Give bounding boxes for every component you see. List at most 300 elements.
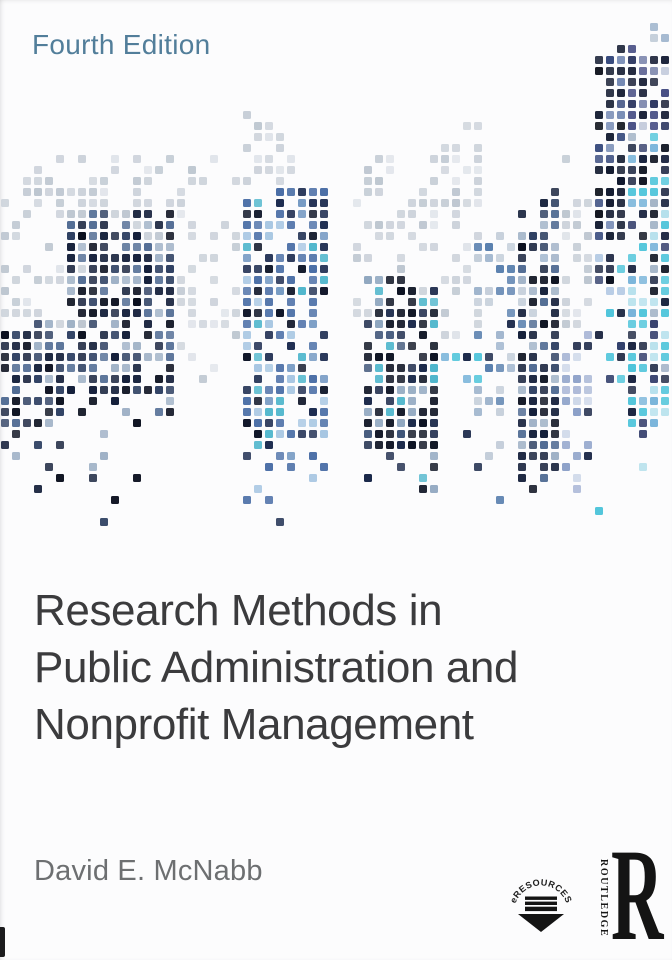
- pixel-square: [551, 419, 559, 427]
- pixel-square: [474, 144, 482, 152]
- pixel-square: [430, 419, 438, 427]
- pixel-square: [617, 210, 625, 218]
- pixel-square: [89, 353, 97, 361]
- pixel-square: [573, 386, 581, 394]
- pixel-square: [155, 265, 163, 273]
- pixel-square: [639, 177, 647, 185]
- pixel-square: [540, 342, 548, 350]
- pixel-square: [243, 298, 251, 306]
- pixel-square: [661, 408, 669, 416]
- pixel-square: [111, 364, 119, 372]
- pixel-square: [397, 364, 405, 372]
- routledge-r-icon: R: [611, 821, 664, 960]
- pixel-square: [188, 309, 196, 317]
- pixel-square: [518, 287, 526, 295]
- pixel-square: [34, 485, 42, 493]
- pixel-square: [661, 397, 669, 405]
- pixel-square: [144, 320, 152, 328]
- pixel-square: [650, 287, 658, 295]
- pixel-square: [551, 188, 559, 196]
- pixel-square: [562, 386, 570, 394]
- pixel-square: [562, 210, 570, 218]
- pixel-square: [265, 496, 273, 504]
- pixel-square: [573, 408, 581, 416]
- pixel-square: [639, 353, 647, 361]
- pixel-square: [1, 397, 9, 405]
- pixel-square: [595, 210, 603, 218]
- pixel-square: [243, 232, 251, 240]
- pixel-square: [639, 210, 647, 218]
- pixel-square: [452, 353, 460, 361]
- pixel-square: [551, 276, 559, 284]
- pixel-square: [617, 111, 625, 119]
- pixel-square: [617, 67, 625, 75]
- pixel-square: [67, 276, 75, 284]
- pixel-square: [430, 320, 438, 328]
- pixel-square: [518, 309, 526, 317]
- pixel-square: [474, 320, 482, 328]
- pixel-square: [595, 144, 603, 152]
- pixel-square: [452, 177, 460, 185]
- pixel-square: [133, 474, 141, 482]
- pixel-square: [309, 254, 317, 262]
- pixel-square: [89, 276, 97, 284]
- pixel-square: [309, 419, 317, 427]
- pixel-square: [650, 56, 658, 64]
- pixel-square: [606, 56, 614, 64]
- pixel-square: [67, 221, 75, 229]
- pixel-square: [540, 243, 548, 251]
- pixel-square: [320, 210, 328, 218]
- pixel-square: [430, 353, 438, 361]
- pixel-square: [166, 375, 174, 383]
- pixel-square: [45, 375, 53, 383]
- pixel-square: [78, 353, 86, 361]
- pixel-square: [287, 287, 295, 295]
- pixel-square: [133, 375, 141, 383]
- pixel-square: [419, 419, 427, 427]
- pixel-square: [265, 320, 273, 328]
- pixel-square: [485, 353, 493, 361]
- pixel-square: [650, 67, 658, 75]
- pixel-square: [573, 342, 581, 350]
- pixel-square: [628, 155, 636, 163]
- pixel-square: [661, 364, 669, 372]
- pixel-square: [100, 243, 108, 251]
- pixel-square: [474, 375, 482, 383]
- pixel-square: [353, 309, 361, 317]
- pixel-square: [485, 287, 493, 295]
- pixel-square: [67, 364, 75, 372]
- pixel-square: [188, 166, 196, 174]
- pixel-square: [144, 309, 152, 317]
- pixel-square: [199, 177, 207, 185]
- pixel-square: [254, 342, 262, 350]
- pixel-square: [320, 463, 328, 471]
- pixel-square: [628, 254, 636, 262]
- pixel-square: [606, 67, 614, 75]
- pixel-square: [34, 375, 42, 383]
- pixel-square: [573, 397, 581, 405]
- pixel-square: [617, 56, 625, 64]
- pixel-square: [188, 353, 196, 361]
- pixel-square: [507, 265, 515, 273]
- pixel-square: [56, 155, 64, 163]
- pixel-square: [419, 375, 427, 383]
- pixel-square: [584, 441, 592, 449]
- pixel-square: [265, 232, 273, 240]
- pixel-square: [144, 177, 152, 185]
- pixel-square: [573, 221, 581, 229]
- pixel-square: [265, 353, 273, 361]
- pixel-square: [661, 331, 669, 339]
- pixel-square: [661, 309, 669, 317]
- pixel-square: [133, 254, 141, 262]
- pixel-square: [430, 342, 438, 350]
- pixel-square: [452, 188, 460, 196]
- pixel-square: [254, 221, 262, 229]
- pixel-square: [265, 265, 273, 273]
- pixel-square: [309, 287, 317, 295]
- pixel-square: [100, 298, 108, 306]
- pixel-square: [408, 430, 416, 438]
- pixel-square: [122, 331, 130, 339]
- pixel-square: [639, 199, 647, 207]
- pixel-square: [89, 309, 97, 317]
- pixel-square: [606, 221, 614, 229]
- pixel-square: [298, 210, 306, 218]
- pixel-square: [155, 331, 163, 339]
- pixel-square: [89, 386, 97, 394]
- pixel-square: [518, 397, 526, 405]
- pixel-square: [166, 243, 174, 251]
- pixel-square: [441, 276, 449, 284]
- pixel-square: [430, 397, 438, 405]
- pixel-square: [639, 463, 647, 471]
- pixel-square: [243, 320, 251, 328]
- pixel-square: [133, 298, 141, 306]
- pixel-square: [56, 353, 64, 361]
- pixel-square: [650, 78, 658, 86]
- pixel-square: [518, 375, 526, 383]
- pixel-square: [661, 56, 669, 64]
- pixel-square: [430, 452, 438, 460]
- pixel-square: [529, 419, 537, 427]
- pixel-square: [650, 397, 658, 405]
- pixel-square: [111, 155, 119, 163]
- pixel-square: [573, 254, 581, 262]
- pixel-square: [89, 298, 97, 306]
- pixel-square: [496, 287, 504, 295]
- pixel-square: [518, 232, 526, 240]
- pixel-square: [243, 353, 251, 361]
- pixel-square: [12, 331, 20, 339]
- pixel-square: [386, 430, 394, 438]
- pixel-square: [298, 375, 306, 383]
- pixel-square: [254, 386, 262, 394]
- pixel-square: [78, 342, 86, 350]
- pixel-square: [276, 276, 284, 284]
- pixel-square: [243, 342, 251, 350]
- pixel-square: [507, 309, 515, 317]
- pixel-square: [540, 375, 548, 383]
- pixel-square: [1, 309, 9, 317]
- pixel-square: [111, 166, 119, 174]
- pixel-square: [617, 78, 625, 86]
- download-arrow-icon: [518, 897, 564, 933]
- pixel-square: [243, 199, 251, 207]
- pixel-square: [34, 353, 42, 361]
- pixel-square: [243, 287, 251, 295]
- pixel-square: [232, 177, 240, 185]
- pixel-square: [254, 133, 262, 141]
- pixel-square: [474, 463, 482, 471]
- pixel-square: [1, 265, 9, 273]
- pixel-square: [375, 309, 383, 317]
- pixel-square: [122, 232, 130, 240]
- pixel-square: [617, 309, 625, 317]
- pixel-square: [364, 309, 372, 317]
- pixel-square: [518, 430, 526, 438]
- pixel-square: [23, 419, 31, 427]
- pixel-square: [364, 188, 372, 196]
- pixel-square: [188, 298, 196, 306]
- pixel-square: [155, 386, 163, 394]
- pixel-square: [606, 254, 614, 262]
- pixel-square: [133, 342, 141, 350]
- pixel-square: [133, 210, 141, 218]
- pixel-square: [628, 309, 636, 317]
- pixel-square: [34, 276, 42, 284]
- pixel-square: [386, 452, 394, 460]
- pixel-square: [45, 331, 53, 339]
- pixel-square: [606, 287, 614, 295]
- pixel-square: [45, 177, 53, 185]
- pixel-square: [364, 342, 372, 350]
- pixel-square: [639, 111, 647, 119]
- pixel-square: [287, 463, 295, 471]
- pixel-square: [650, 199, 658, 207]
- pixel-square: [144, 298, 152, 306]
- pixel-square: [144, 166, 152, 174]
- pixel-square: [254, 166, 262, 174]
- pixel-square: [408, 441, 416, 449]
- pixel-square: [45, 463, 53, 471]
- pixel-square: [133, 309, 141, 317]
- pixel-square: [364, 474, 372, 482]
- pixel-square: [397, 397, 405, 405]
- pixel-square: [45, 342, 53, 350]
- pixel-square: [265, 221, 273, 229]
- pixel-square: [375, 221, 383, 229]
- pixel-square: [67, 254, 75, 262]
- pixel-square: [166, 210, 174, 218]
- pixel-square: [100, 276, 108, 284]
- pixel-square: [606, 309, 614, 317]
- pixel-square: [254, 441, 262, 449]
- pixel-square: [650, 309, 658, 317]
- pixel-square: [210, 364, 218, 372]
- pixel-square: [617, 353, 625, 361]
- pixel-square: [408, 199, 416, 207]
- pixel-square: [276, 331, 284, 339]
- pixel-square: [562, 276, 570, 284]
- pixel-square: [111, 309, 119, 317]
- pixel-square: [540, 419, 548, 427]
- pixel-square: [474, 298, 482, 306]
- pixel-square: [144, 287, 152, 295]
- pixel-square: [386, 408, 394, 416]
- pixel-square: [309, 265, 317, 273]
- pixel-square: [551, 463, 559, 471]
- pixel-square: [661, 221, 669, 229]
- pixel-square: [265, 397, 273, 405]
- pixel-square: [111, 276, 119, 284]
- pixel-square: [56, 386, 64, 394]
- pixel-square: [639, 364, 647, 372]
- pixel-square: [122, 221, 130, 229]
- pixel-square: [584, 408, 592, 416]
- pixel-square: [408, 386, 416, 394]
- pixel-square: [45, 408, 53, 416]
- pixel-square: [276, 430, 284, 438]
- pixel-square: [320, 397, 328, 405]
- pixel-square: [320, 232, 328, 240]
- pixel-square: [628, 353, 636, 361]
- pixel-square: [78, 298, 86, 306]
- pixel-square: [56, 265, 64, 273]
- pixel-square: [408, 375, 416, 383]
- pixel-square: [133, 419, 141, 427]
- pixel-square: [188, 177, 196, 185]
- pixel-square: [166, 331, 174, 339]
- pixel-square: [474, 188, 482, 196]
- pixel-square: [375, 298, 383, 306]
- pixel-square: [441, 155, 449, 163]
- pixel-square: [34, 309, 42, 317]
- pixel-square: [287, 386, 295, 394]
- pixel-square: [100, 353, 108, 361]
- pixel-square: [111, 496, 119, 504]
- pixel-square: [320, 375, 328, 383]
- pixel-square: [166, 221, 174, 229]
- pixel-square: [507, 353, 515, 361]
- pixel-square: [122, 298, 130, 306]
- pixel-square: [133, 199, 141, 207]
- pixel-square: [397, 408, 405, 416]
- pixel-square: [276, 199, 284, 207]
- pixel-square: [265, 155, 273, 163]
- pixel-square: [111, 397, 119, 405]
- pixel-square: [507, 276, 515, 284]
- pixel-square: [23, 309, 31, 317]
- pixel-square: [529, 452, 537, 460]
- pixel-square: [78, 155, 86, 163]
- pixel-square: [287, 298, 295, 306]
- pixel-square: [584, 254, 592, 262]
- pixel-square: [144, 199, 152, 207]
- pixel-square: [100, 221, 108, 229]
- pixel-square: [364, 353, 372, 361]
- pixel-square: [155, 375, 163, 383]
- pixel-square: [133, 386, 141, 394]
- pixel-square: [628, 188, 636, 196]
- pixel-square: [100, 331, 108, 339]
- pixel-square: [441, 353, 449, 361]
- pixel-square: [419, 221, 427, 229]
- pixel-square: [408, 342, 416, 350]
- pixel-square: [133, 364, 141, 372]
- pixel-square: [122, 320, 130, 328]
- pixel-square: [100, 199, 108, 207]
- pixel-square: [276, 309, 284, 317]
- pixel-square: [408, 408, 416, 416]
- pixel-square: [540, 474, 548, 482]
- pixel-square: [661, 353, 669, 361]
- pixel-square: [298, 397, 306, 405]
- eresources-badge: [500, 866, 582, 948]
- pixel-square: [34, 199, 42, 207]
- pixel-square: [34, 188, 42, 196]
- pixel-square: [155, 254, 163, 262]
- pixel-square: [45, 353, 53, 361]
- pixel-square: [265, 441, 273, 449]
- pixel-square: [650, 375, 658, 383]
- pixel-square: [177, 287, 185, 295]
- pixel-square: [540, 364, 548, 372]
- pixel-square: [375, 232, 383, 240]
- pixel-square: [12, 419, 20, 427]
- pixel-square: [276, 177, 284, 185]
- pixel-square: [628, 397, 636, 405]
- pixel-square: [166, 386, 174, 394]
- pixel-square: [364, 441, 372, 449]
- pixel-square: [419, 485, 427, 493]
- pixel-square: [551, 243, 559, 251]
- pixel-square: [606, 353, 614, 361]
- pixel-square: [144, 243, 152, 251]
- pixel-square: [254, 155, 262, 163]
- pixel-square: [298, 386, 306, 394]
- pixel-square: [628, 287, 636, 295]
- pixel-square: [364, 364, 372, 372]
- pixel-square: [375, 408, 383, 416]
- pixel-square: [507, 243, 515, 251]
- pixel-square: [243, 496, 251, 504]
- pixel-square: [133, 221, 141, 229]
- pixel-square: [562, 298, 570, 306]
- pixel-square: [540, 265, 548, 273]
- pixel-square: [430, 441, 438, 449]
- pixel-square: [463, 166, 471, 174]
- pixel-square: [584, 265, 592, 273]
- pixel-square: [551, 254, 559, 262]
- pixel-square: [111, 375, 119, 383]
- pixel-square: [78, 408, 86, 416]
- pixel-square: [78, 276, 86, 284]
- pixel-square: [287, 342, 295, 350]
- pixel-square: [188, 287, 196, 295]
- pixel-square: [419, 298, 427, 306]
- pixel-square: [56, 397, 64, 405]
- pixel-square: [584, 452, 592, 460]
- pixel-square: [430, 485, 438, 493]
- pixel-square: [661, 287, 669, 295]
- pixel-square: [551, 210, 559, 218]
- pixel-square: [485, 364, 493, 372]
- pixel-square: [628, 100, 636, 108]
- pixel-square: [309, 232, 317, 240]
